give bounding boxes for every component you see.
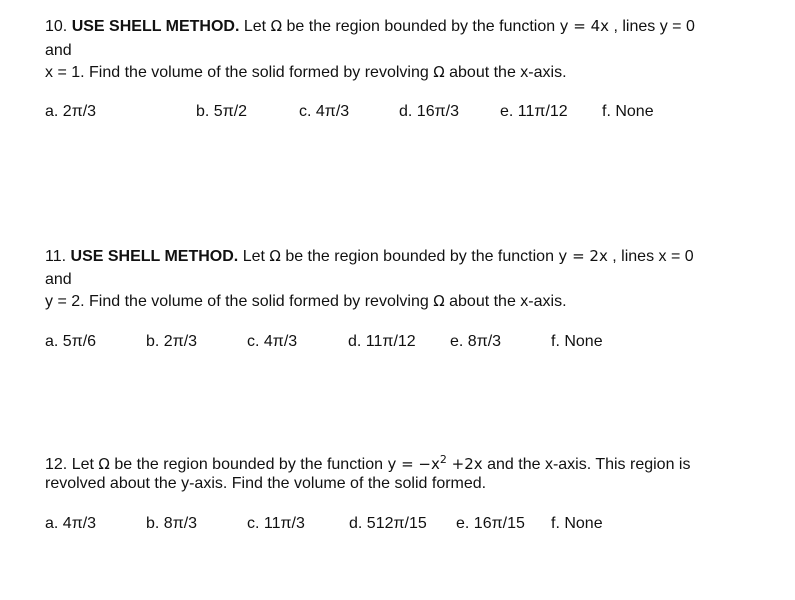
text: +2x	[451, 455, 483, 473]
method-label: USE SHELL METHOD.	[71, 18, 240, 35]
choice-c: c. 4π/3	[299, 103, 350, 120]
choice-b: b. 5π/2	[196, 103, 248, 120]
omega-symbol: Ω	[433, 63, 445, 81]
text: about the x-axis.	[449, 64, 567, 81]
choice-d: d. 16π/3	[399, 103, 459, 120]
text: and the x-axis. This region is	[487, 456, 691, 473]
method-label: USE SHELL METHOD.	[70, 248, 239, 265]
question-12-line-2: revolved about the y-axis. Find the volume of the solid formed.	[45, 475, 487, 492]
question-number: 12.	[45, 456, 68, 473]
omega-symbol: Ω	[98, 455, 110, 473]
text: y = 2. Find the volume of the solid formed by revolving	[45, 293, 429, 310]
function-expression: y = 4x	[559, 17, 610, 35]
question-number: 11.	[45, 248, 67, 265]
text: , lines y = 0	[613, 18, 695, 35]
choice-f: f. None	[551, 515, 603, 532]
text: Let	[243, 18, 267, 35]
question-12-line-1	[45, 450, 690, 475]
text: about the x-axis.	[449, 293, 567, 310]
choice-e: e. 11π/12	[500, 103, 568, 120]
function-expression	[387, 455, 482, 473]
question-10-line-2: and	[45, 42, 72, 59]
question-10-line-3	[45, 62, 567, 83]
question-11-line-3	[45, 291, 567, 312]
function-expression: y = 2x	[558, 247, 608, 265]
choice-b: b. 8π/3	[146, 515, 198, 532]
choice-b: b. 2π/3	[146, 333, 198, 350]
question-11-line-2: and	[45, 271, 72, 288]
choice-a: a. 4π/3	[45, 515, 97, 532]
text: , lines x = 0	[612, 248, 694, 265]
text: be the region bounded by the function	[285, 248, 554, 265]
text: x = 1. Find the volume of the solid formed by revolving	[45, 64, 429, 81]
question-11-line-1	[45, 246, 694, 267]
choice-f: f. None	[551, 333, 603, 350]
exponent: 2	[439, 453, 447, 466]
omega-symbol: Ω	[269, 247, 281, 265]
text: Let	[71, 456, 94, 473]
choice-f: f. None	[602, 103, 654, 120]
omega-symbol: Ω	[270, 17, 283, 35]
question-10-line-1	[45, 16, 695, 37]
choice-c: c. 11π/3	[247, 515, 305, 532]
choice-c: c. 4π/3	[247, 333, 298, 350]
text: be the region bounded by the function	[286, 18, 556, 35]
choice-d: d. 512π/15	[349, 515, 427, 532]
choice-a: a. 5π/6	[45, 333, 97, 350]
text: Let	[242, 248, 265, 265]
text: be the region bounded by the function	[114, 456, 383, 473]
choice-a: a. 2π/3	[45, 103, 97, 120]
text: y = −x	[387, 455, 440, 473]
choice-e: e. 16π/15	[456, 515, 525, 532]
choice-e: e. 8π/3	[450, 333, 502, 350]
question-number: 10.	[45, 18, 68, 35]
choice-d: d. 11π/12	[348, 333, 416, 350]
omega-symbol: Ω	[433, 292, 445, 310]
